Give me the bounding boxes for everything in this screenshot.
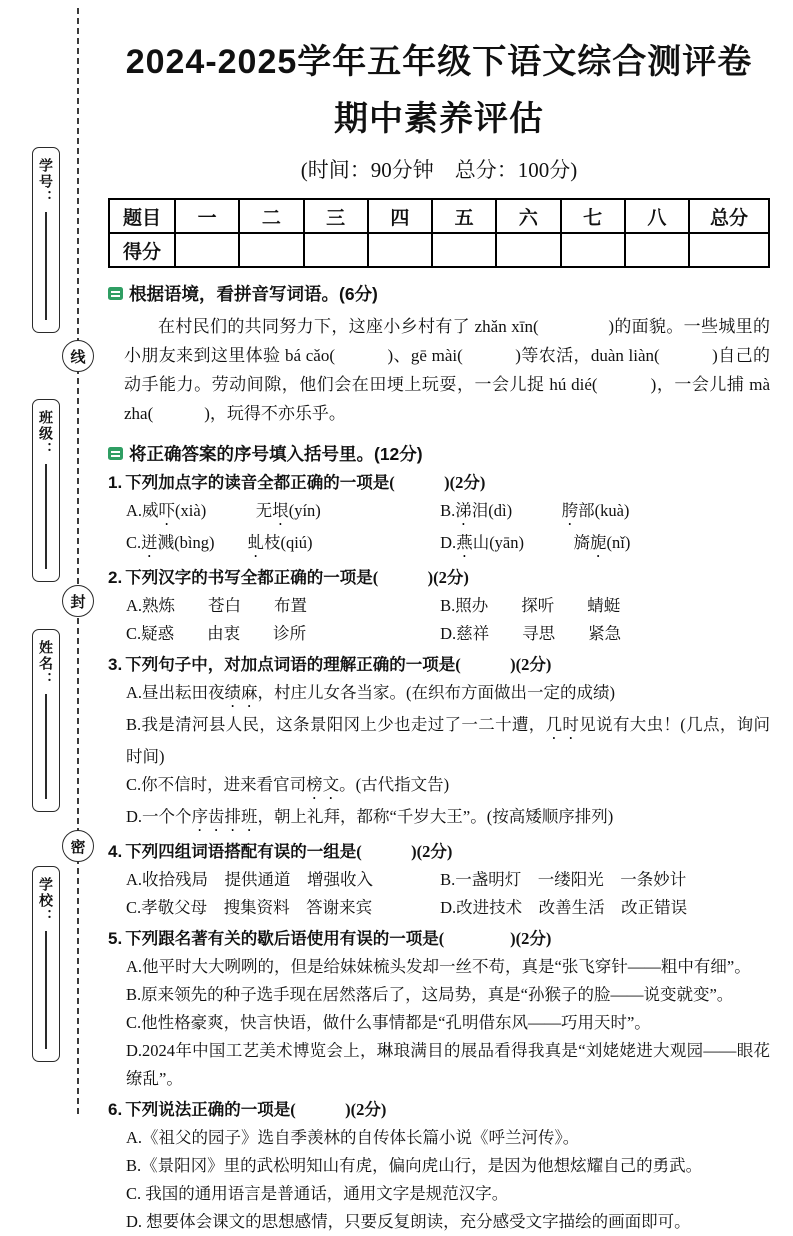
score-table-col: 六 (496, 199, 560, 233)
score-table-col: 五 (432, 199, 496, 233)
score-table-col: 二 (239, 199, 303, 233)
name-label: 姓名： (38, 640, 54, 688)
exam-paper (108, 34, 770, 1236)
seal-char-text: 封 (70, 593, 86, 611)
student-id-blank-line (45, 212, 47, 320)
question-block (108, 838, 770, 922)
option-text: 部(kuà) (578, 501, 630, 520)
score-table-col: 三 (304, 199, 368, 233)
option-text: A.《祖父的园子》选自季羡林的自传体长篇小说《呼兰河传》。 (126, 1128, 580, 1147)
option-text: (xià) 无 (175, 501, 273, 520)
class-field (32, 399, 60, 582)
option-text: C.你不信时，进来看官司 (126, 775, 307, 794)
seal-char-text: 线 (70, 348, 86, 366)
option-text: B. (440, 501, 456, 520)
option-text: C. (126, 533, 142, 552)
score-cell (689, 233, 769, 267)
option (126, 592, 440, 620)
option-text: A.熟炼 苍白 布置 (126, 596, 308, 615)
option (126, 679, 770, 711)
emphasized-text: 垠 (272, 501, 289, 520)
score-cell (432, 233, 496, 267)
emphasized-text: 胯 (561, 501, 579, 520)
question-number: 5. (108, 929, 123, 948)
options-group (108, 679, 770, 835)
seal-char-text: 密 (70, 838, 86, 856)
options-group (108, 497, 770, 561)
option (126, 894, 440, 922)
binding-dashed-line (77, 8, 79, 1114)
score-table-question-row (109, 199, 769, 233)
score-cell (368, 233, 432, 267)
page-subtitle: 期中素养评估 (334, 100, 544, 138)
option (126, 1152, 770, 1180)
options-group (108, 953, 770, 1093)
option (126, 1180, 770, 1208)
option-text: D.一个个 (126, 807, 192, 826)
question-stem: 2. 下列汉字的书写全都正确的一项是( )(2分) (108, 568, 469, 587)
score-table-col: 八 (625, 199, 689, 233)
question-number: 1. (108, 473, 123, 492)
emphasized-text: 几时 (545, 715, 580, 734)
score-cell (625, 233, 689, 267)
option-text: (yín) (288, 501, 321, 520)
exam-time-score-info: (时间：90分钟 总分：100分) (300, 158, 578, 182)
question-stem: 1. 下列加点字的读音全都正确的一项是( )(2分) (108, 473, 486, 492)
score-cell (496, 233, 560, 267)
option-text: D. 想要体会课文的思想感情，只要反复朗读，充分感受文字描绘的画面即可。 (126, 1212, 691, 1231)
option (126, 866, 440, 894)
score-table-row-label: 题目 (109, 199, 175, 233)
option-text: D.改进技术 改善生活 改正错误 (440, 898, 688, 917)
class-label: 班级： (38, 410, 54, 458)
class-blank-line (45, 464, 47, 569)
option-text: ，村庄儿女各当家。(在织布方面做出一定的成绩) (257, 683, 616, 702)
option-text: ，朝上礼拜，都称“千岁大王”。(按高矮顺序排列) (257, 807, 614, 826)
option-text: C. 我国的通用语言是普通话，通用文字是规范汉字。 (126, 1184, 509, 1203)
option (440, 894, 770, 922)
question-stem: 3. 下列句子中，对加点词语的理解正确的一项是( )(2分) (108, 655, 552, 674)
question-number: 6. (108, 1100, 123, 1119)
option-text: D.2024年中国工艺美术博览会上，琳琅满目的展品看得我真是“刘姥姥进大观园——眼花缭乱”。 (126, 1041, 770, 1088)
score-table-col: 七 (561, 199, 625, 233)
questions-container (108, 469, 770, 1236)
option (126, 529, 440, 561)
score-table-col: 四 (368, 199, 432, 233)
score-table-row-label: 得分 (109, 233, 175, 267)
emphasized-text: 虬 (247, 533, 264, 552)
option (440, 592, 770, 620)
score-cell (304, 233, 368, 267)
emphasized-text: 序齿排班 (191, 807, 258, 826)
score-table-col: 一 (175, 199, 239, 233)
question-block (108, 1096, 770, 1236)
option (126, 981, 770, 1009)
option-text: 枝(qiú) (263, 533, 313, 552)
school-blank-line (45, 931, 47, 1049)
option (440, 620, 770, 648)
student-id-field (32, 147, 60, 333)
section2-header (108, 441, 770, 466)
option-text: B.原来领先的种子选手现在居然落后了，这局势，真是“孙猴子的脸——说变就变”。 (126, 985, 734, 1004)
option (440, 497, 770, 529)
option-text: B.《景阳冈》里的武松明知山有虎，偏向虎山行，是因为他想炫耀自己的勇武。 (126, 1156, 703, 1175)
option (126, 1208, 770, 1236)
option (126, 953, 770, 981)
option (126, 711, 770, 771)
page-title: 2024-2025学年五年级下语文综合测评卷 (125, 43, 753, 81)
seal-char-xian (62, 340, 94, 372)
seal-char-feng (62, 585, 94, 617)
emphasized-text: 绩麻 (224, 683, 258, 702)
emphasized-text: 迸 (141, 533, 158, 552)
option-text: B.我是清河县人民，这条景阳冈上少也走过了一二十遭， (126, 715, 546, 734)
option-text: 山(yān) 旖 (472, 533, 591, 552)
question-stem: 5. 下列跟名著有关的歇后语使用有误的一项是( )(2分) (108, 929, 552, 948)
question-block (108, 564, 770, 648)
name-field (32, 629, 60, 812)
option-text: D.慈祥 寻思 紧急 (440, 624, 622, 643)
section2-notebook-icon (108, 447, 123, 460)
section1-title: 根据语境，看拼音写词语。(6分) (129, 284, 378, 304)
option-text: 溅(bìng) (157, 533, 248, 552)
seal-char-mi (62, 830, 94, 862)
score-table-score-row (109, 233, 769, 267)
options-group (108, 1124, 770, 1236)
question-number: 2. (108, 568, 123, 587)
option-text: C.他性格豪爽，快言快语，做什么事情都是“孔明借东风——巧用天时”。 (126, 1013, 651, 1032)
question-number: 3. (108, 655, 123, 674)
option (126, 803, 770, 835)
option-text: D. (440, 533, 457, 552)
option-text: B.照办 探听 蜻蜓 (440, 596, 621, 615)
emphasized-text: 燕 (456, 533, 473, 552)
section2-title: 将正确答案的序号填入括号里。(12分) (129, 444, 423, 464)
option-text: 见说有大虫！(几点，询问时间) (126, 715, 770, 766)
question-block (108, 651, 770, 835)
option (440, 866, 770, 894)
emphasized-text: 吓 (158, 501, 176, 520)
option (126, 1124, 770, 1152)
option (126, 497, 440, 529)
option-text: A.收拾残局 提供通道 增强收入 (126, 870, 374, 889)
school-label: 学校： (38, 877, 54, 925)
option-text: A.昼出耘田夜 (126, 683, 225, 702)
option-text: (nǐ) (606, 533, 631, 552)
score-table-col: 总分 (689, 199, 769, 233)
score-cell (561, 233, 625, 267)
emphasized-text: 榜文 (306, 775, 340, 794)
option (126, 1009, 770, 1037)
question-stem: 6. 下列说法正确的一项是( )(2分) (108, 1100, 387, 1119)
question-block (108, 469, 770, 561)
option (126, 620, 440, 648)
emphasized-text: 旎 (590, 533, 607, 552)
question-block (108, 925, 770, 1093)
section1-header (108, 281, 770, 306)
student-id-label: 学号： (38, 158, 54, 206)
option-text: C.孝敬父母 搜集资料 答谢来宾 (126, 898, 373, 917)
option-text: 泪(dì) (471, 501, 562, 520)
school-field (32, 866, 60, 1062)
section1-pinyin-paragraph: 在村民们的共同努力下，这座小乡村有了 zhǎn xīn( )的面貌。一些城里的小朋友来到这里体验 bá cǎo( )、gē mài( )等农活，duàn liàn( )自己的动手能力。劳动间隙，他们会在田埂上玩耍，一会儿捉 hú dié( )，一会儿捕 mà zha( )，玩得不亦乐乎。 (124, 317, 770, 423)
option (126, 1037, 770, 1093)
option-text: B.一盏明灯 一缕阳光 一条妙计 (440, 870, 687, 889)
question-stem: 4. 下列四组词语搭配有误的一组是( )(2分) (108, 842, 453, 861)
option-text: A.他平时大大咧咧的，但是给妹妹梳头发却一丝不苟，真是“张飞穿针——粗中有细”。 (126, 957, 751, 976)
score-cell (239, 233, 303, 267)
option (126, 771, 770, 803)
option-text: 。(古代指文告) (339, 775, 450, 794)
options-group (108, 592, 770, 648)
option (440, 529, 770, 561)
question-number: 4. (108, 842, 123, 861)
option-text: A.威 (126, 501, 159, 520)
name-blank-line (45, 694, 47, 799)
options-group (108, 866, 770, 922)
score-cell (175, 233, 239, 267)
emphasized-text: 涕 (455, 501, 472, 520)
section1-notebook-icon (108, 287, 123, 300)
option-text: C.疑惑 由衷 诊所 (126, 624, 307, 643)
score-table (108, 198, 770, 268)
